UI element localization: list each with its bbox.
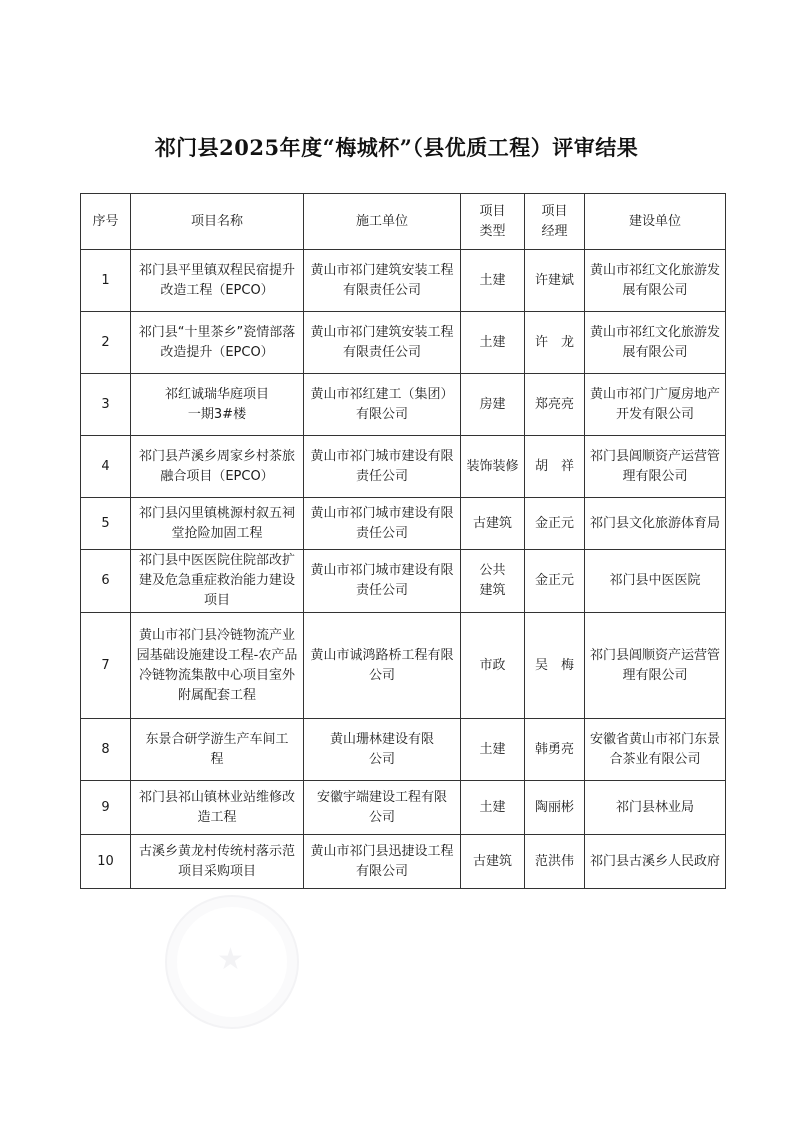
- cell-builder: 黄山市祁门城市建设有限责任公司: [304, 550, 461, 613]
- cell-owner: 黄山市祁红文化旅游发展有限公司: [585, 250, 726, 312]
- cell-builder: 黄山珊林建设有限公司: [304, 719, 461, 781]
- cell-project-type: 土建: [461, 250, 525, 312]
- cell-owner: 祁门县古溪乡人民政府: [585, 835, 726, 889]
- cell-owner: 安徽省黄山市祁门东景合茶业有限公司: [585, 719, 726, 781]
- cell-project-name: 祁门县平里镇双程民宿提升改造工程（EPCO）: [131, 250, 304, 312]
- header-no: 序号: [81, 194, 131, 250]
- cell-no: 6: [81, 550, 131, 613]
- cell-project-type: 古建筑: [461, 835, 525, 889]
- cell-no: 9: [81, 781, 131, 835]
- cell-project-manager: 陶丽彬: [525, 781, 585, 835]
- cell-project-type: 市政: [461, 613, 525, 719]
- table-row: [81, 781, 726, 835]
- cell-owner: 祁门县阊顺资产运营管理有限公司: [585, 436, 726, 498]
- cell-no: 4: [81, 436, 131, 498]
- cell-project-name: 祁门县祁山镇林业站维修改造工程: [131, 781, 304, 835]
- table-row: [81, 550, 726, 613]
- cell-project-manager: 胡 祥: [525, 436, 585, 498]
- cell-project-manager: 范洪伟: [525, 835, 585, 889]
- table-row: [81, 312, 726, 374]
- cell-no: 3: [81, 374, 131, 436]
- cell-owner: 祁门县文化旅游体育局: [585, 498, 726, 550]
- cell-project-name: 黄山市祁门县冷链物流产业园基础设施建设工程-农产品冷链物流集散中心项目室外附属配套工程: [131, 613, 304, 719]
- cell-project-name: 祁门县闪里镇桃源村叙五祠堂抢险加固工程: [131, 498, 304, 550]
- table-row: [81, 835, 726, 889]
- faint-seal-stamp: [165, 895, 299, 1029]
- cell-builder: 黄山市诚鸿路桥工程有限公司: [304, 613, 461, 719]
- cell-no: 7: [81, 613, 131, 719]
- cell-project-name: 祁门县中医医院住院部改扩建及危急重症救治能力建设项目: [131, 550, 304, 613]
- cell-project-name: 祁门县芦溪乡周家乡村茶旅融合项目（EPCO）: [131, 436, 304, 498]
- cell-project-type: 土建: [461, 312, 525, 374]
- cell-owner: 祁门县林业局: [585, 781, 726, 835]
- cell-builder: 黄山市祁红建工（集团）有限公司: [304, 374, 461, 436]
- cell-no: 5: [81, 498, 131, 550]
- header-project-name: 项目名称: [131, 194, 304, 250]
- header-builder: 施工单位: [304, 194, 461, 250]
- header-owner: 建设单位: [585, 194, 726, 250]
- cell-no: 2: [81, 312, 131, 374]
- cell-no: 1: [81, 250, 131, 312]
- header-project-type: 项目类型: [461, 194, 525, 250]
- header-project-manager: 项目经理: [525, 194, 585, 250]
- cell-project-manager: 许 龙: [525, 312, 585, 374]
- table-row: [81, 719, 726, 781]
- cell-builder: 黄山市祁门县迅捷设工程有限公司: [304, 835, 461, 889]
- cell-no: 10: [81, 835, 131, 889]
- page-title: 祁门县2025年度“梅城杯”（县优质工程）评审结果: [154, 135, 639, 160]
- cell-builder: 安徽宇端建设工程有限公司: [304, 781, 461, 835]
- table-row: [81, 374, 726, 436]
- cell-project-manager: 吴 梅: [525, 613, 585, 719]
- cell-builder: 黄山市祁门城市建设有限责任公司: [304, 436, 461, 498]
- cell-project-type: 土建: [461, 781, 525, 835]
- cell-builder: 黄山市祁门建筑安装工程有限责任公司: [304, 250, 461, 312]
- cell-owner: 祁门县阊顺资产运营管理有限公司: [585, 613, 726, 719]
- cell-project-name: 古溪乡黄龙村传统村落示范项目采购项目: [131, 835, 304, 889]
- cell-owner: 祁门县中医医院: [585, 550, 726, 613]
- cell-project-manager: 金正元: [525, 550, 585, 613]
- cell-project-name: 祁门县“十里茶乡”瓷情部落改造提升（EPCO）: [131, 312, 304, 374]
- cell-no: 8: [81, 719, 131, 781]
- cell-owner: 黄山市祁红文化旅游发展有限公司: [585, 312, 726, 374]
- cell-project-type: 房建: [461, 374, 525, 436]
- seal-star-icon: ★: [217, 942, 244, 977]
- table-row: [81, 436, 726, 498]
- cell-project-manager: 许建斌: [525, 250, 585, 312]
- cell-project-type: 古建筑: [461, 498, 525, 550]
- cell-project-manager: 韩勇亮: [525, 719, 585, 781]
- cell-project-type: 公共建筑: [461, 550, 525, 613]
- cell-project-type: 装饰装修: [461, 436, 525, 498]
- table-header-row: [81, 194, 726, 250]
- cell-project-manager: 郑亮亮: [525, 374, 585, 436]
- cell-project-type: 土建: [461, 719, 525, 781]
- cell-builder: 黄山市祁门建筑安装工程有限责任公司: [304, 312, 461, 374]
- cell-builder: 黄山市祁门城市建设有限责任公司: [304, 498, 461, 550]
- cell-project-name: 东景合研学游生产车间工程: [131, 719, 304, 781]
- cell-project-name: 祁红诚瑞华庭项目一期3#楼: [131, 374, 304, 436]
- table-row: [81, 498, 726, 550]
- table-row: [81, 250, 726, 312]
- table-row: [81, 613, 726, 719]
- cell-project-manager: 金正元: [525, 498, 585, 550]
- results-table: [80, 193, 726, 889]
- cell-owner: 黄山市祁门广厦房地产开发有限公司: [585, 374, 726, 436]
